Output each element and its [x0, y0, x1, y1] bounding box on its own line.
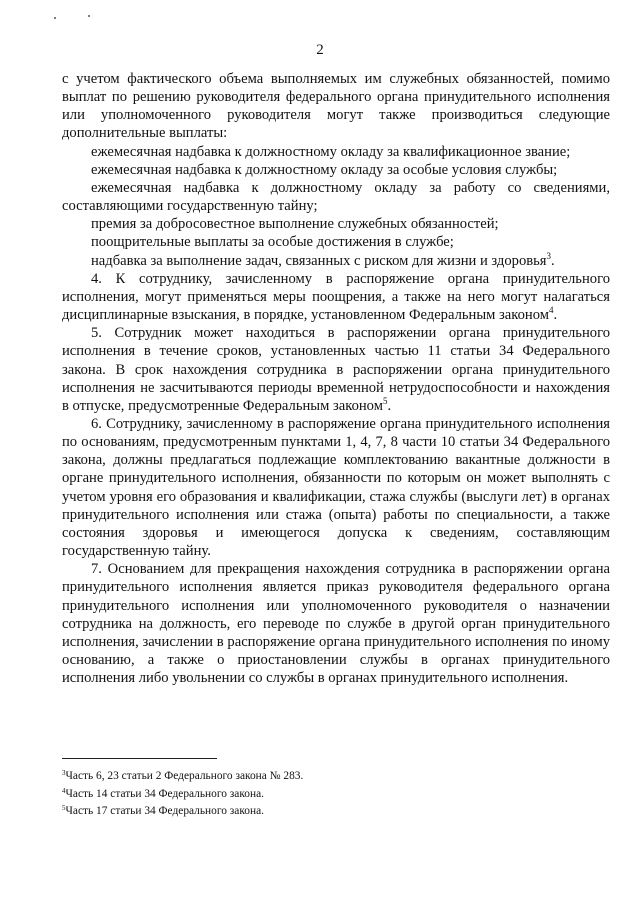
footnote-text: Часть 17 статьи 34 Федерального закона.: [65, 805, 264, 817]
paragraph-7: 7. Основанием для прекращения нахождения сотрудника в распоряжении органа принудительного исполнения является приказ руководителя федерального органа принудительного исполнения или уполномоченного руководителя о назначении сотрудника на должность, его переводе по службе в другой орган принудительного исполнения, зачислении в распоряжение органа принудительного исполнения по иному основанию, а также о приостановлении службы в органах принудительного исполнения либо увольнении со службы в органах принудительного исполнения.: [62, 561, 610, 687]
list-item-bonus: премия за добросовестное выполнение служебных обязанностей;: [91, 216, 499, 233]
punctuation: .: [551, 252, 555, 269]
punctuation: .: [553, 307, 558, 324]
list-item-special-conditions: ежемесячная надбавка к должностному окладу за особые условия службы;: [91, 161, 558, 178]
list-item-incentive: поощрительные выплаты за особые достижения в службе;: [91, 234, 454, 251]
footnote-item: [62, 803, 602, 821]
list-item-qualification: ежемесячная надбавка к должностному окладу за квалификационное звание;: [91, 143, 571, 160]
footnote-item: [62, 768, 602, 786]
footnotes: [62, 768, 602, 821]
paragraph-6: 6. Сотруднику, зачисленному в распоряжение органа принудительного исполнения по основаниям, предусмотренным пунктами 1, 4, 7, 8 части 10 статьи 34 Федерального закона, должны предлагаться подлежащие комплектованию вакантные должности в органе принудительного исполнения, обязанности по которым он может выполнять с учетом уровня его образования и квалификации, стажа службы (выслуги лет) в органах принудительного исполнения или стажа (опыта) работы по специальности, а также состояния здоровья и имеющегося допуска к сведениям, составляющим государственную тайну.: [62, 415, 610, 560]
scan-speck: [54, 17, 56, 19]
paragraph-5-text: 5. Сотрудник может находиться в распоряжении органа принудительного исполнения в течение сроков, установленных частью 11 статьи 34 Федерального закона. В срок нахождения сотрудника в распоряжении органа принудительного исполнения не засчитываются периоды временной нетрудоспособности и нахождения в отпуске, предусмотренные Федеральным законом: [62, 325, 610, 414]
footnote-mark: 4: [62, 786, 66, 795]
paragraph-4-text: 4. К сотруднику, зачисленному в распоряжение органа принудительного исполнения, могут применяться меры поощрения, а также на него могут налагаться дисциплинарные взыскания, в порядке, установленном Федеральным законом: [62, 270, 610, 324]
footnote-text: Часть 14 статьи 34 Федерального закона.: [65, 787, 264, 800]
document-body: [62, 70, 610, 687]
footnote-mark: 3: [62, 769, 66, 777]
footnote-item: [62, 786, 602, 804]
list-item-risk-allowance: [62, 252, 610, 270]
footnote-ref-5: 5: [382, 395, 388, 406]
paragraph-intro: с учетом фактического объема выполняемых им служебных обязанностей, помимо выплат по решению руководителя федерального органа принудительного исполнения или уполномоченного руководителя могут также производиться следующие дополнительные выплаты:: [62, 71, 610, 142]
footnote-ref-3: 3: [546, 250, 552, 261]
paragraph-5: [62, 324, 610, 415]
paragraph-4: [62, 270, 610, 324]
punctuation: .: [387, 397, 392, 414]
scan-speck: [88, 15, 90, 17]
footnote-separator: [62, 758, 217, 759]
footnote-text: Часть 6, 23 статьи 2 Федерального закона № 283.: [65, 770, 304, 782]
footnote-mark: 5: [62, 804, 66, 812]
footnote-ref-4: 4: [548, 305, 554, 316]
risk-allowance-text: надбавка за выполнение задач, связанных с риском для жизни и здоровья: [91, 252, 547, 269]
page-number: 2: [316, 42, 324, 58]
list-item-state-secret: ежемесячная надбавка к должностному окладу за работу со сведениями, составляющими государственную тайну;: [62, 179, 610, 215]
